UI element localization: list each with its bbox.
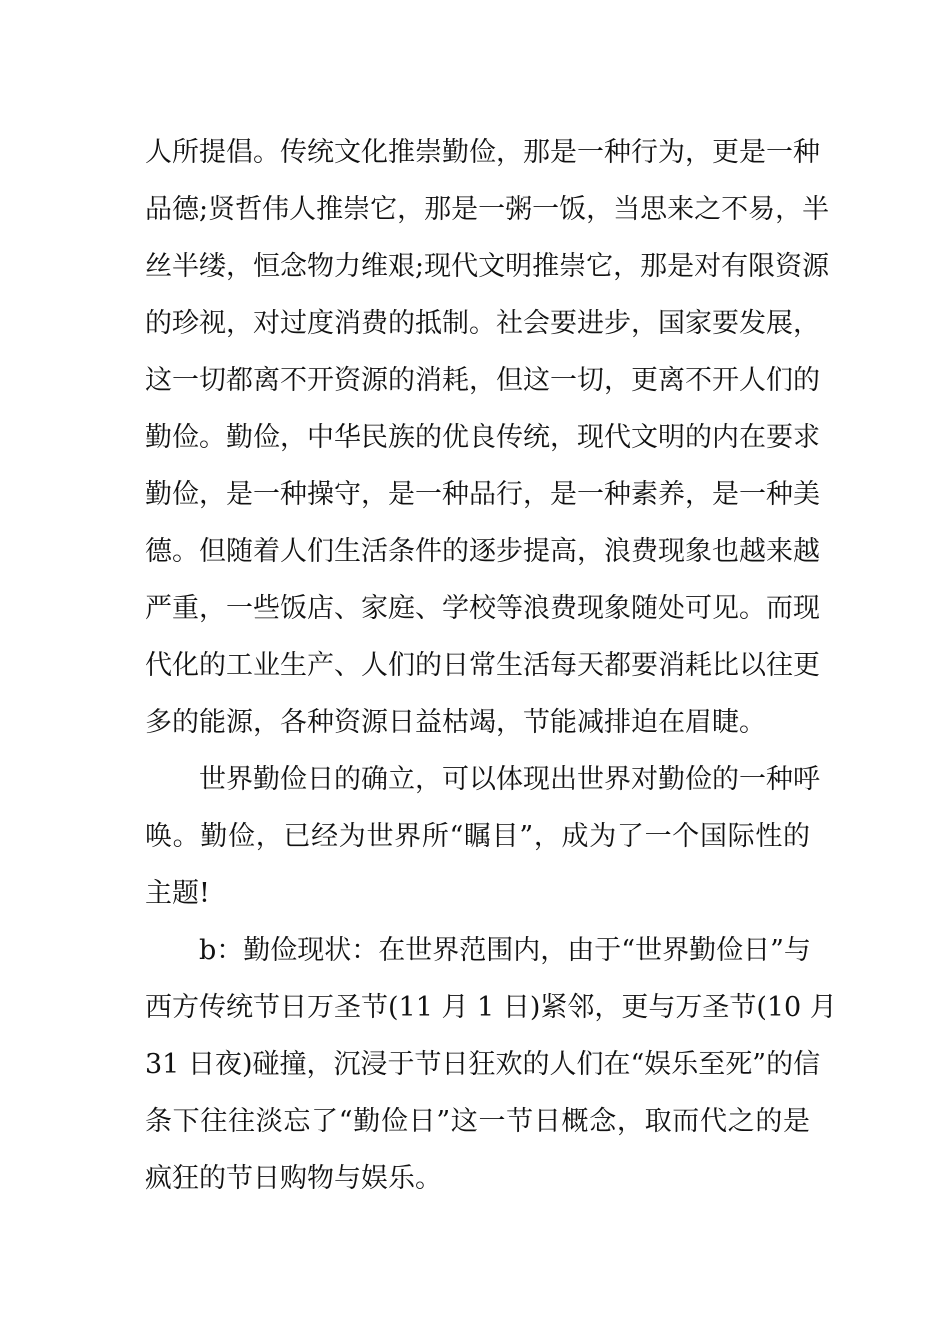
- text-line: b：勤俭现状：在世界范围内，由于“世界勤俭日”与: [199, 935, 811, 966]
- paragraph: [145, 124, 830, 751]
- text-line: 人所提倡。传统文化推崇勤俭，那是一种行为，更是一种: [145, 137, 820, 168]
- paragraph: [145, 922, 837, 1207]
- text-line: 疯狂的节日购物与娱乐。: [145, 1163, 442, 1194]
- text-line: 严重，一些饭店、家庭、学校等浪费现象随处可见。而现: [145, 593, 820, 624]
- text-line: 勤俭。勤俭，中华民族的优良传统，现代文明的内在要求: [145, 422, 820, 453]
- text-line: 代化的工业生产、人们的日常生活每天都要消耗比以往更: [145, 650, 820, 681]
- text-line: 31 日夜)碰撞，沉浸于节日狂欢的人们在“娱乐至死”的信: [145, 1049, 821, 1080]
- text-line: 这一切都离不开资源的消耗，但这一切，更离不开人们的: [145, 365, 820, 396]
- text-line: 丝半缕，恒念物力维艰;现代文明推崇它，那是对有限资源: [145, 251, 830, 282]
- text-line: 条下往往淡忘了“勤俭日”这一节日概念，取而代之的是: [145, 1106, 810, 1137]
- text-line: 多的能源，各种资源日益枯竭，节能减排迫在眉睫。: [145, 707, 766, 738]
- text-line: 的珍视，对过度消费的抵制。社会要进步，国家要发展，: [145, 308, 820, 339]
- text-line: 西方传统节日万圣节(11 月 1 日)紧邻，更与万圣节(10 月: [145, 992, 837, 1023]
- text-line: 主题!: [145, 878, 210, 909]
- text-line: 勤俭，是一种操守，是一种品行，是一种素养，是一种美: [145, 479, 820, 510]
- text-line: 世界勤俭日的确立，可以体现出世界对勤俭的一种呼: [199, 764, 820, 795]
- text-line: 德。但随着人们生活条件的逐步提高，浪费现象也越来越: [145, 536, 820, 567]
- text-line: 品德;贤哲伟人推崇它，那是一粥一饭，当思来之不易，半: [145, 194, 830, 225]
- paragraph: [145, 751, 820, 922]
- text-line: 唤。勤俭，已经为世界所“瞩目”，成为了一个国际性的: [145, 821, 810, 852]
